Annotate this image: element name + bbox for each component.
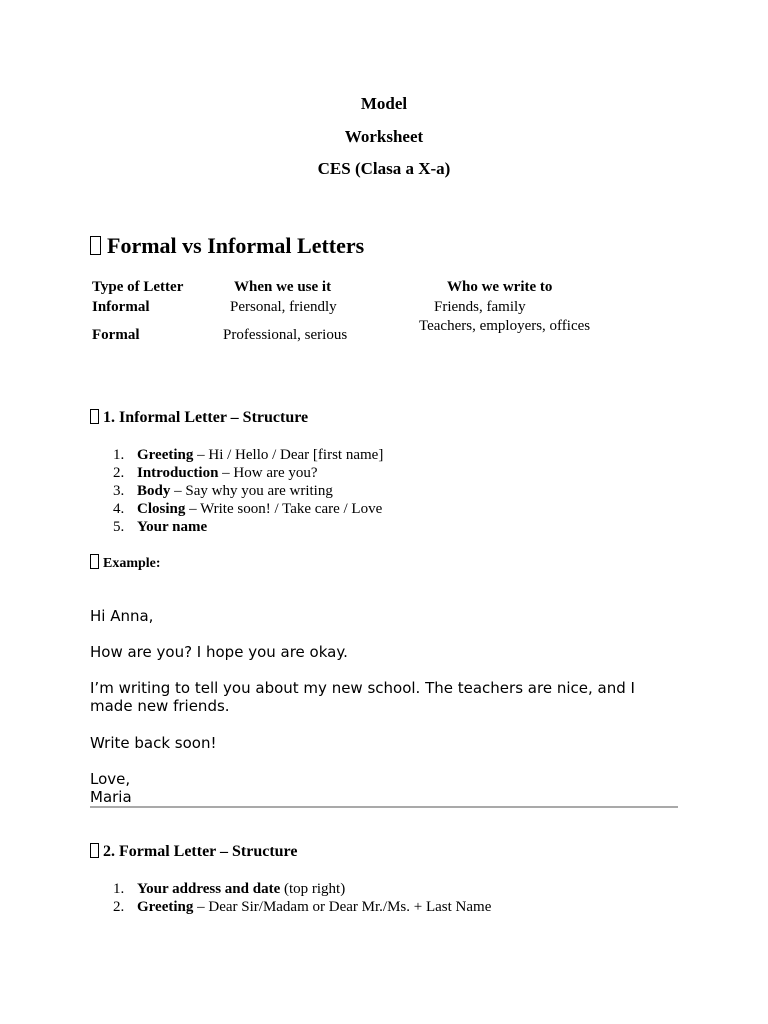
- formal-heading-text: 2. Formal Letter – Structure: [103, 843, 298, 860]
- missing-glyph-icon: [90, 236, 101, 255]
- example-greeting: Hi Anna,: [90, 607, 154, 625]
- table-cell-when-formal: Professional, serious: [223, 327, 348, 343]
- list-item: 1. Greeting – Hi / Hello / Dear [first name]: [113, 447, 384, 463]
- example-label: [90, 554, 161, 572]
- missing-glyph-icon: [90, 409, 99, 424]
- list-item: 4. Closing – Write soon! / Take care / Love: [113, 501, 383, 517]
- table-cell-who-formal: Teachers, employers, offices: [419, 318, 591, 334]
- table-cell-type-formal: Formal: [92, 327, 140, 343]
- header-class: CES (Clasa a X-a): [317, 159, 451, 178]
- formal-structure-list: [93, 880, 491, 916]
- table-cell-type-informal: Informal: [92, 299, 150, 315]
- list-item: 3. Body – Say why you are writing: [113, 483, 333, 499]
- list-item: 2. Introduction – How are you?: [113, 465, 318, 481]
- list-item: 5. Your name: [113, 519, 208, 535]
- example-paragraph-2-line-1: I’m writing to tell you about my new school. The teachers are nice, and I: [90, 679, 635, 697]
- example-closing: Love,: [90, 770, 131, 788]
- header-worksheet: Worksheet: [344, 127, 424, 146]
- list-item: 2. Greeting – Dear Sir/Madam or Dear Mr./Ms. + Last Name: [113, 899, 492, 915]
- missing-glyph-icon: [90, 843, 99, 858]
- example-paragraph-1: How are you? I hope you are okay.: [90, 643, 348, 661]
- example-signature: Maria: [90, 788, 132, 806]
- table-cell-who-informal: Friends, family: [434, 299, 526, 315]
- informal-structure-list: [93, 446, 383, 536]
- table-header-type: Type of Letter: [92, 279, 184, 295]
- table-cell-when-informal: Personal, friendly: [230, 299, 337, 315]
- example-paragraph-2-line-2: made new friends.: [90, 697, 230, 715]
- table-header-when: When we use it: [234, 279, 332, 295]
- table-header-who: Who we write to: [447, 279, 553, 295]
- header-model: Model: [360, 94, 408, 113]
- section-divider: [90, 806, 678, 808]
- informal-heading-text: 1. Informal Letter – Structure: [103, 409, 309, 426]
- example-paragraph-3: Write back soon!: [90, 734, 217, 752]
- example-label-text: Example:: [103, 556, 161, 571]
- list-item: 1. Your address and date (top right): [113, 881, 346, 897]
- formal-heading: [90, 843, 297, 861]
- main-heading: [90, 233, 364, 259]
- main-heading-text: Formal vs Informal Letters: [107, 233, 365, 258]
- informal-heading: [90, 409, 308, 427]
- missing-glyph-icon: [90, 554, 99, 569]
